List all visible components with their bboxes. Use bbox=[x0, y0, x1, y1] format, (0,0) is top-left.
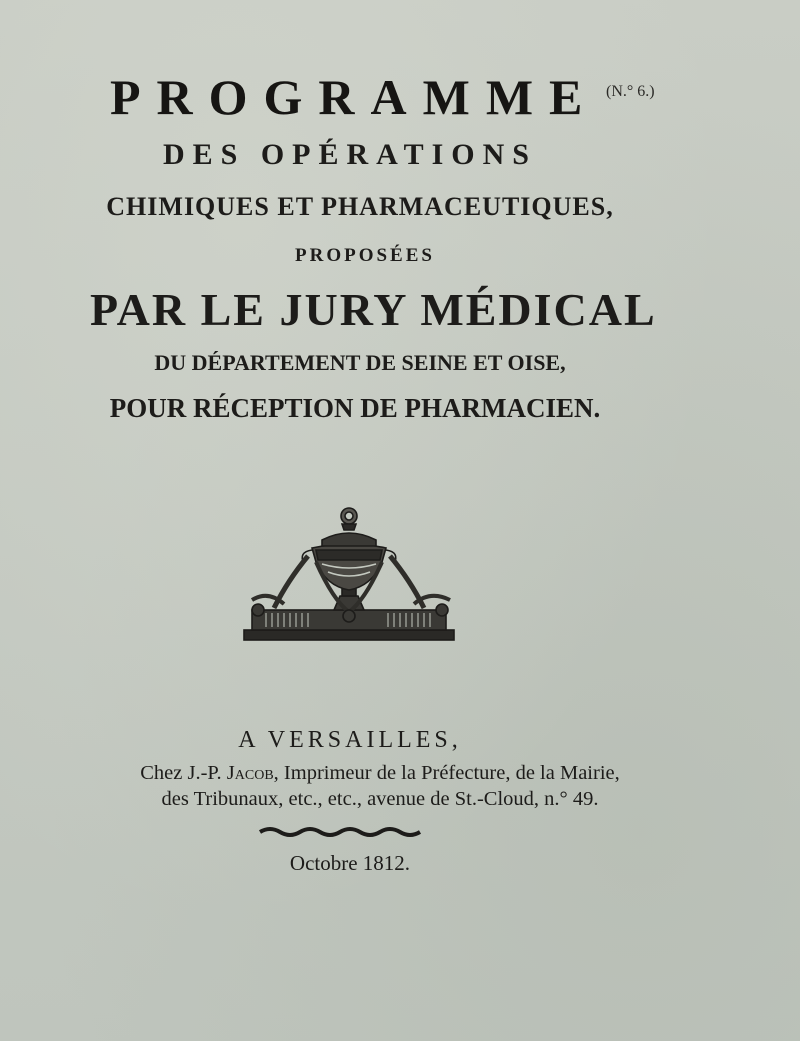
imprint-address-line: des Tribunaux, etc., etc., avenue de St.-Cloud, n.° 49. bbox=[161, 788, 599, 810]
subtitle-line-4: PAR LE JURY MÉDICAL bbox=[90, 284, 657, 335]
subtitle-line-2: CHIMIQUES ET PHARMACEUTIQUES, bbox=[106, 192, 614, 221]
urn-with-garlands-icon bbox=[238, 500, 460, 648]
subtitle-line-1: DES OPÉRATIONS bbox=[162, 138, 537, 171]
imprint-date: Octobre 1812. bbox=[289, 851, 411, 875]
printer-suffix: , Imprimeur de la Préfecture, de la Mairie, bbox=[273, 762, 620, 784]
printer-name: Jacob bbox=[226, 762, 274, 784]
wavy-rule-ornament-icon bbox=[258, 824, 428, 840]
printer-prefix: Chez J.-P. bbox=[140, 762, 227, 784]
subtitle-line-3: PROPOSÉES bbox=[295, 245, 435, 266]
document-number: (N.° 6.) bbox=[606, 83, 655, 100]
subtitle-line-6: POUR RÉCEPTION DE PHARMACIEN. bbox=[109, 393, 601, 423]
page-title: PROGRAMME bbox=[110, 69, 599, 125]
subtitle-line-5: DU DÉPARTEMENT DE SEINE ET OISE, bbox=[154, 350, 566, 375]
imprint-printer-line bbox=[60, 762, 700, 785]
imprint-place: A VERSAILLES, bbox=[238, 727, 462, 753]
